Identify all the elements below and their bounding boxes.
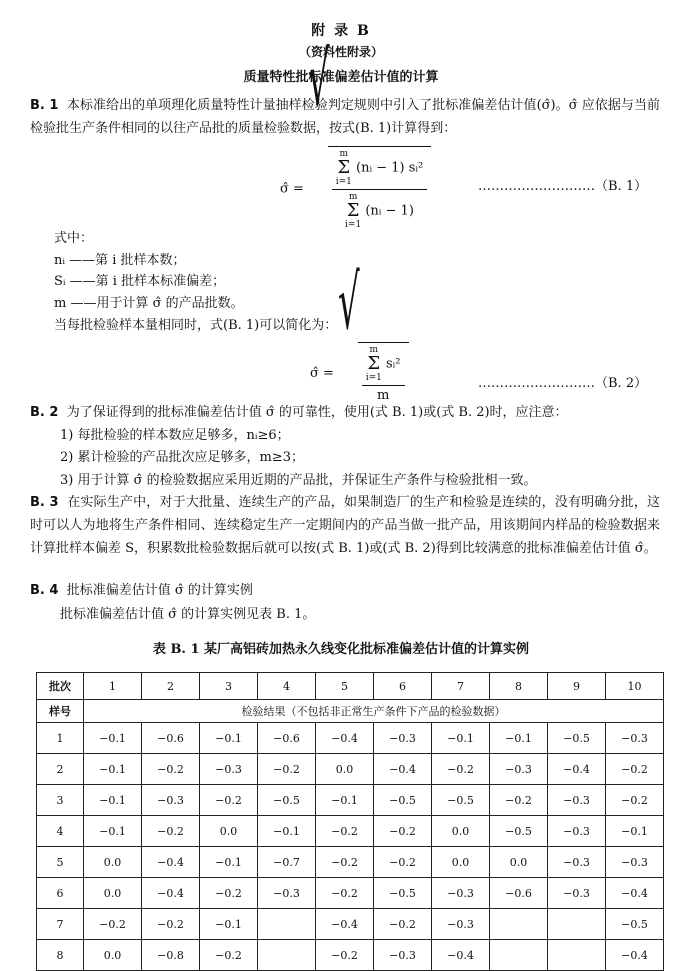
table-cell: −0.2	[316, 816, 374, 847]
appendix-title: 附 录 B	[311, 23, 371, 39]
table-cell: −0.7	[258, 847, 316, 878]
table-cell: 0.0	[84, 878, 142, 909]
table-cell: −0.2	[374, 816, 432, 847]
row-label: 3	[37, 785, 84, 816]
table-cell: −0.5	[548, 723, 606, 754]
table-row	[37, 723, 664, 754]
table-cell: −0.2	[490, 785, 548, 816]
row-label: 1	[37, 723, 84, 754]
sqrt-sign: √ m Σ i=1 (nᵢ − 1) sᵢ² m Σ i=1 (nᵢ − 1)	[308, 146, 431, 232]
table-row	[37, 816, 664, 847]
table-cell: −0.1	[84, 816, 142, 847]
appendix-heading: 质量特性批标准偏差估计值的计算	[243, 70, 439, 85]
table-cell: −0.1	[200, 723, 258, 754]
table-cell: −0.2	[432, 754, 490, 785]
table-cell	[548, 940, 606, 971]
table-cell	[490, 909, 548, 940]
table-subheader-row	[37, 700, 664, 723]
section-number: B. 2	[30, 405, 59, 420]
table-cell: 0.0	[200, 816, 258, 847]
table-cell: −0.4	[606, 878, 664, 909]
table-cell: −0.2	[142, 754, 200, 785]
sum-lower: i=1	[335, 177, 352, 187]
table-cell: −0.1	[490, 723, 548, 754]
list-item: 1) 每批检验的样本数应足够多，nᵢ≥6；	[60, 428, 290, 443]
table-cell: 0.0	[432, 816, 490, 847]
table-cell: −0.5	[432, 785, 490, 816]
row-label: 8	[37, 940, 84, 971]
column-header: 5	[316, 673, 374, 700]
table-cell: −0.1	[84, 723, 142, 754]
formula-lhs: σ̂ =	[310, 366, 334, 381]
table-cell: −0.4	[142, 878, 200, 909]
table-cell: −0.1	[200, 847, 258, 878]
equation-number-b2: ………………………（B. 2）	[478, 376, 648, 391]
table-cell: −0.2	[606, 754, 664, 785]
list-item: 3) 用于计算 σ̂ 的检验数据应采用近期的产品批，并保证生产条件与检验批相一致。	[60, 473, 537, 488]
sum-upper: m	[369, 345, 379, 355]
table-cell: −0.5	[606, 909, 664, 940]
table-cell: −0.2	[374, 847, 432, 878]
row-label: 5	[37, 847, 84, 878]
simplify-text: 当每批检验样本量相同时，式(B. 1)可以简化为：	[54, 318, 338, 333]
section-b1-text: 本标准给出的单项理化质量特性计量抽样检验判定规则中引入了批标准偏差估计值(σ̂)。σ̂ 应依据与当前检验批生产条件相同的以往产品批的质量检验数据，按式(B. 1)计算得到：	[30, 98, 661, 136]
section-b4-text: 批标准偏差估计值 σ̂ 的计算实例见表 B. 1。	[60, 607, 316, 622]
table-cell: −0.1	[84, 785, 142, 816]
where-label: 式中：	[54, 231, 94, 246]
table-cell: 0.0	[432, 847, 490, 878]
sum-lower: i=1	[365, 373, 382, 383]
table-cell: −0.1	[200, 909, 258, 940]
table-cell: −0.2	[142, 909, 200, 940]
table-cell: −0.5	[490, 816, 548, 847]
table-cell: −0.4	[316, 909, 374, 940]
section-b3	[30, 491, 660, 560]
equation-number-b1: ………………………（B. 1）	[478, 179, 648, 194]
table-cell: −0.3	[200, 754, 258, 785]
section-number: B. 4	[30, 583, 59, 598]
table-cell: −0.3	[606, 847, 664, 878]
table-cell: −0.1	[84, 754, 142, 785]
formula-b2	[310, 259, 409, 405]
column-header: 9	[548, 673, 606, 700]
table-cell	[258, 909, 316, 940]
table-row	[37, 909, 664, 940]
table-body	[37, 723, 664, 971]
section-number: B. 3	[30, 495, 59, 510]
row-label: 7	[37, 909, 84, 940]
table-cell: −0.1	[432, 723, 490, 754]
table-cell: −0.3	[142, 785, 200, 816]
table-cell: −0.5	[258, 785, 316, 816]
table-cell: −0.3	[374, 940, 432, 971]
table-cell: −0.4	[374, 754, 432, 785]
table-cell: −0.5	[374, 878, 432, 909]
table-cell: −0.3	[548, 847, 606, 878]
table-cell: −0.4	[548, 754, 606, 785]
table-cell: −0.3	[258, 878, 316, 909]
section-b2	[30, 404, 568, 422]
table-cell: −0.3	[374, 723, 432, 754]
table-row	[37, 940, 664, 971]
column-header: 4	[258, 673, 316, 700]
sum-lower: i=1	[345, 220, 362, 230]
sum-upper: m	[348, 192, 358, 202]
table-cell: 0.0	[490, 847, 548, 878]
table-cell: 0.0	[84, 940, 142, 971]
table-header-row	[37, 673, 664, 700]
table-cell: −0.2	[316, 878, 374, 909]
denominator-term: m	[376, 388, 390, 403]
section-b3-text: 在实际生产中，对于大批量、连续生产的产品，如果制造厂的生产和检验是连续的，没有明确分批，这时可以人为地将生产条件相同、连续稳定生产一定期间内的产品当做一批产品，用该期间内样品的检验数据来计算批样本偏差 S，积累数批检验数据后就可以按(式 B. 1)或(式 B. 2)得到比较满意的批标准偏差估计值 σ̂。	[30, 495, 661, 556]
table-cell: −0.6	[142, 723, 200, 754]
table-cell: −0.2	[142, 816, 200, 847]
table-cell	[490, 940, 548, 971]
table-cell: −0.2	[316, 940, 374, 971]
table-cell: −0.2	[258, 754, 316, 785]
merged-header: 检验结果（不包括非正常生产条件下产品的检验数据）	[84, 700, 664, 723]
list-item: 2) 累计检验的产品批次应足够多，m≥3；	[60, 450, 304, 465]
batch-label: 批次	[37, 673, 84, 700]
table-cell: −0.1	[316, 785, 374, 816]
column-header: 7	[432, 673, 490, 700]
table-cell: −0.3	[490, 754, 548, 785]
table-cell: −0.2	[200, 940, 258, 971]
definition-m: m ——用于计算 σ̂ 的产品批数。	[54, 296, 244, 311]
table-cell: −0.5	[374, 785, 432, 816]
numerator-term: (nᵢ − 1) sᵢ²	[356, 160, 424, 176]
table-cell: −0.2	[316, 847, 374, 878]
data-table	[36, 672, 664, 971]
table-cell: −0.8	[142, 940, 200, 971]
table-cell: −0.2	[84, 909, 142, 940]
table-row	[37, 754, 664, 785]
table-cell: −0.2	[200, 878, 258, 909]
section-b4	[30, 582, 253, 600]
table-cell: −0.2	[606, 785, 664, 816]
row-label: 2	[37, 754, 84, 785]
section-b2-text: 为了保证得到的批标准偏差估计值 σ̂ 的可靠性，使用(式 B. 1)或(式 B. 2)时，应注意：	[66, 405, 568, 420]
table-cell: −0.3	[432, 909, 490, 940]
table-cell: 0.0	[316, 754, 374, 785]
table-caption: 表 B. 1 某厂高铝砖加热永久线变化批标准偏差估计值的计算实例	[152, 642, 530, 657]
table-cell: −0.6	[490, 878, 548, 909]
table-row	[37, 785, 664, 816]
table-cell: −0.1	[258, 816, 316, 847]
table-cell: −0.1	[606, 816, 664, 847]
column-header: 1	[84, 673, 142, 700]
table-cell: −0.3	[548, 816, 606, 847]
table-cell: −0.4	[316, 723, 374, 754]
table-cell	[548, 909, 606, 940]
table-cell: −0.4	[142, 847, 200, 878]
column-header: 10	[606, 673, 664, 700]
section-b4-title: 批标准偏差估计值 σ̂ 的计算实例	[66, 583, 253, 598]
table-cell: −0.2	[374, 909, 432, 940]
table-cell: −0.3	[548, 785, 606, 816]
row-label: 4	[37, 816, 84, 847]
sum-upper: m	[339, 149, 349, 159]
column-header: 8	[490, 673, 548, 700]
section-b1	[30, 94, 660, 140]
column-header: 3	[200, 673, 258, 700]
table-cell: −0.6	[258, 723, 316, 754]
row-label: 6	[37, 878, 84, 909]
numerator-term: sᵢ²	[386, 356, 401, 372]
appendix-subtitle: （资料性附录）	[298, 45, 383, 59]
table-row	[37, 878, 664, 909]
table-cell: −0.3	[432, 878, 490, 909]
table-cell: −0.2	[200, 785, 258, 816]
table-cell: −0.3	[548, 878, 606, 909]
formula-lhs: σ̂ =	[280, 181, 304, 197]
definition-ni: nᵢ ——第 i 批样本数；	[54, 253, 186, 268]
column-header: 2	[142, 673, 200, 700]
table-cell: −0.4	[432, 940, 490, 971]
column-header: 6	[374, 673, 432, 700]
sqrt-sign: √ m Σ i=1 sᵢ² m	[338, 342, 408, 405]
table-cell: 0.0	[84, 847, 142, 878]
definition-si: Sᵢ ——第 i 批样本标准偏差；	[54, 274, 226, 289]
denominator-term: (nᵢ − 1)	[365, 203, 414, 219]
table-cell: −0.4	[606, 940, 664, 971]
table-cell: −0.3	[606, 723, 664, 754]
section-number: B. 1	[30, 98, 59, 113]
table-row	[37, 847, 664, 878]
sample-label: 样号	[37, 700, 84, 723]
table-cell	[258, 940, 316, 971]
